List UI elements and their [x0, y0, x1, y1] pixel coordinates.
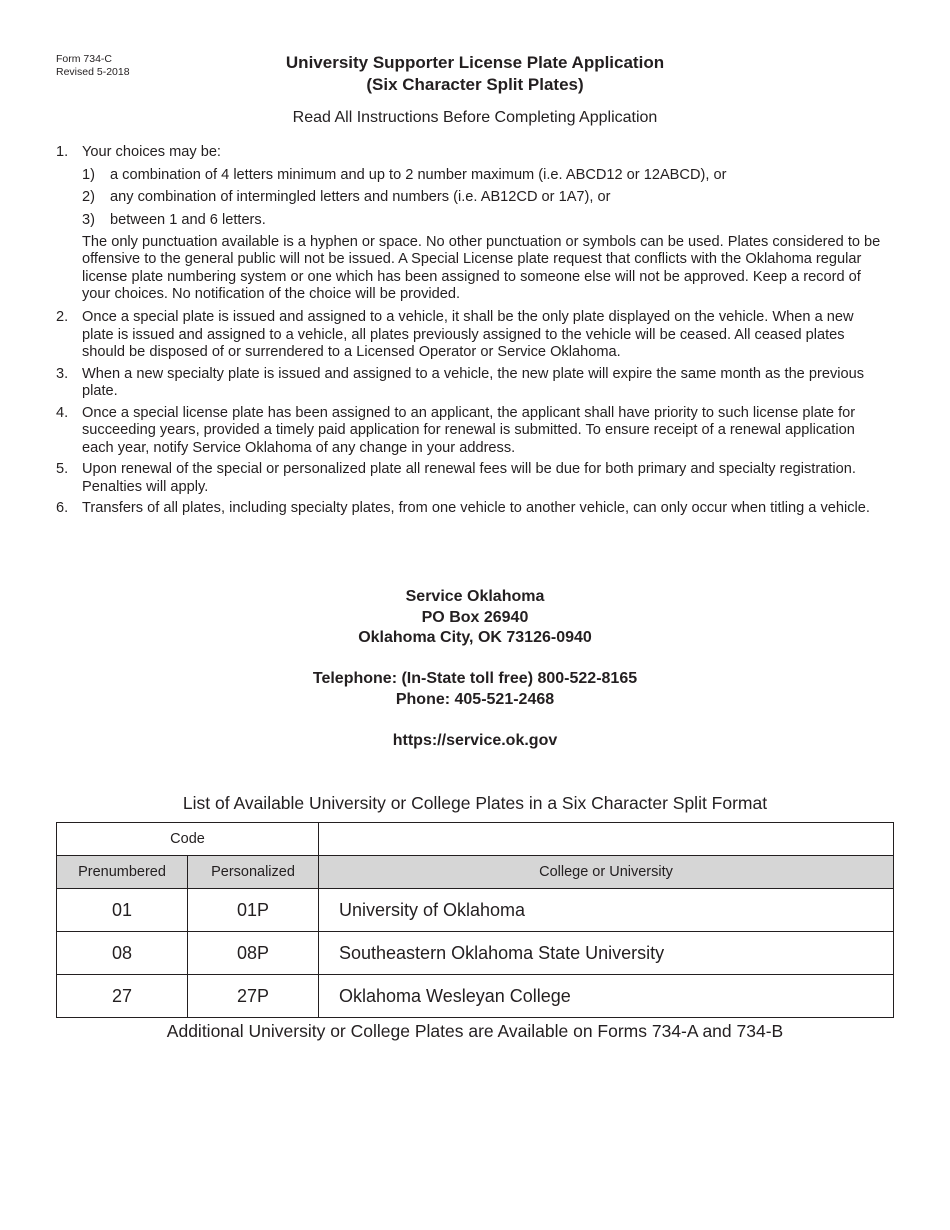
choice-item-1	[82, 167, 886, 185]
column-header-college: College or University	[319, 856, 894, 889]
prenumbered-code: 27	[57, 975, 188, 1018]
item-text: Transfers of all plates, including specialty plates, from one vehicle to another vehicle, can only occur when titling a vehicle.	[82, 500, 870, 517]
table-row	[57, 889, 894, 932]
table-row	[57, 932, 894, 975]
item-text: Your choices may be:	[82, 144, 221, 160]
choice-text: any combination of intermingled letters and numbers (i.e. AB12CD or 1A7), or	[110, 189, 611, 205]
item-text: Once a special plate is issued and assigned to a vehicle, it shall be the only plate displayed on the vehicle. When a new plate is issued and assigned to a vehicle, all plates previously assigned to the vehicle will be ceased. All ceased plates should be disposed of or surrendered to a Licensed Operator or Service Oklahoma.	[82, 309, 854, 361]
item-number: 5.	[56, 461, 69, 478]
choice-number: 2)	[82, 189, 95, 205]
prenumbered-code: 08	[57, 932, 188, 975]
personalized-code: 01P	[188, 889, 319, 932]
code-header: Code	[57, 823, 319, 856]
toll-free-telephone: Telephone: (In-State toll free) 800-522-8165	[312, 670, 638, 687]
item-number: 2.	[56, 309, 69, 326]
plates-table	[56, 822, 894, 1018]
punctuation-note: The only punctuation available is a hyphen or space. No other punctuation or symbols can be used. Plates considered to be offensive to the general public will not be issued. A Special License plate request that conflicts with the Oklahoma regular license plate numbering system or one which has been assigned to someone else will not be approved. Keep a record of your choices. No notification of the choice will be provided.	[82, 234, 881, 302]
instruction-item-2	[56, 309, 886, 362]
blank-header-cell	[319, 823, 894, 856]
instructions-heading: Read All Instructions Before Completing Application	[292, 109, 658, 126]
page-title: University Supporter License Plate Application	[285, 53, 665, 72]
choice-text: between 1 and 6 letters.	[110, 211, 266, 228]
personalized-code: 08P	[188, 932, 319, 975]
college-name: University of Oklahoma	[319, 889, 894, 932]
item-number: 4.	[56, 404, 69, 421]
instruction-item-5	[56, 461, 886, 496]
choice-text: a combination of 4 letters minimum and up to 2 number maximum (i.e. ABCD12 or 12ABCD), or	[110, 166, 727, 183]
form-revision: Revised 5-2018	[56, 66, 130, 78]
college-name: Southeastern Oklahoma State University	[319, 932, 894, 975]
page-title-subline: (Six Character Split Plates)	[366, 75, 584, 94]
item-number: 3.	[56, 365, 69, 382]
choice-number: 3)	[82, 211, 95, 228]
footer-note: Additional University or College Plates are Available on Forms 734-A and 734-B	[166, 1021, 784, 1041]
phone-number: Phone: 405-521-2468	[395, 690, 555, 708]
table-row	[57, 975, 894, 1018]
item-number: 6.	[56, 500, 69, 517]
po-box: PO Box 26940	[421, 608, 529, 626]
prenumbered-code: 01	[57, 889, 188, 932]
plates-list-title: List of Available University or College Plates in a Six Character Split Format	[182, 793, 768, 813]
item-text: Once a special license plate has been assigned to an applicant, the applicant shall have priority to such license plate for succeeding years, provided a timely paid application for renewal is submitted. To ensure receipt of a renewal application each year, notify Service Oklahoma of any change in your address.	[82, 404, 856, 456]
instruction-item-6	[56, 500, 886, 518]
item-text: When a new specialty plate is issued and assigned to a vehicle, the new plate will expire the same month as the previous plate.	[82, 365, 865, 400]
instruction-item-4	[56, 405, 886, 458]
city-state-zip: Oklahoma City, OK 73126-0940	[358, 629, 592, 646]
contact-block	[0, 587, 950, 751]
website-link[interactable]: https://service.ok.gov	[392, 731, 558, 749]
choice-item-2	[82, 189, 886, 207]
choice-item-3	[82, 212, 886, 230]
column-header-personalized: Personalized	[188, 856, 319, 889]
agency-name: Service Oklahoma	[405, 588, 545, 605]
column-header-prenumbered: Prenumbered	[57, 856, 188, 889]
personalized-code: 27P	[188, 975, 319, 1018]
choice-number: 1)	[82, 166, 95, 183]
item-number: 1.	[56, 144, 69, 160]
instructions-list	[56, 144, 886, 522]
instruction-item-3	[56, 366, 886, 401]
college-name: Oklahoma Wesleyan College	[319, 975, 894, 1018]
instruction-item-1	[56, 144, 886, 303]
item-text: Upon renewal of the special or personalized plate all renewal fees will be due for both primary and specialty registration. Penalties will apply.	[82, 461, 856, 495]
form-number: Form 734-C	[56, 53, 113, 65]
